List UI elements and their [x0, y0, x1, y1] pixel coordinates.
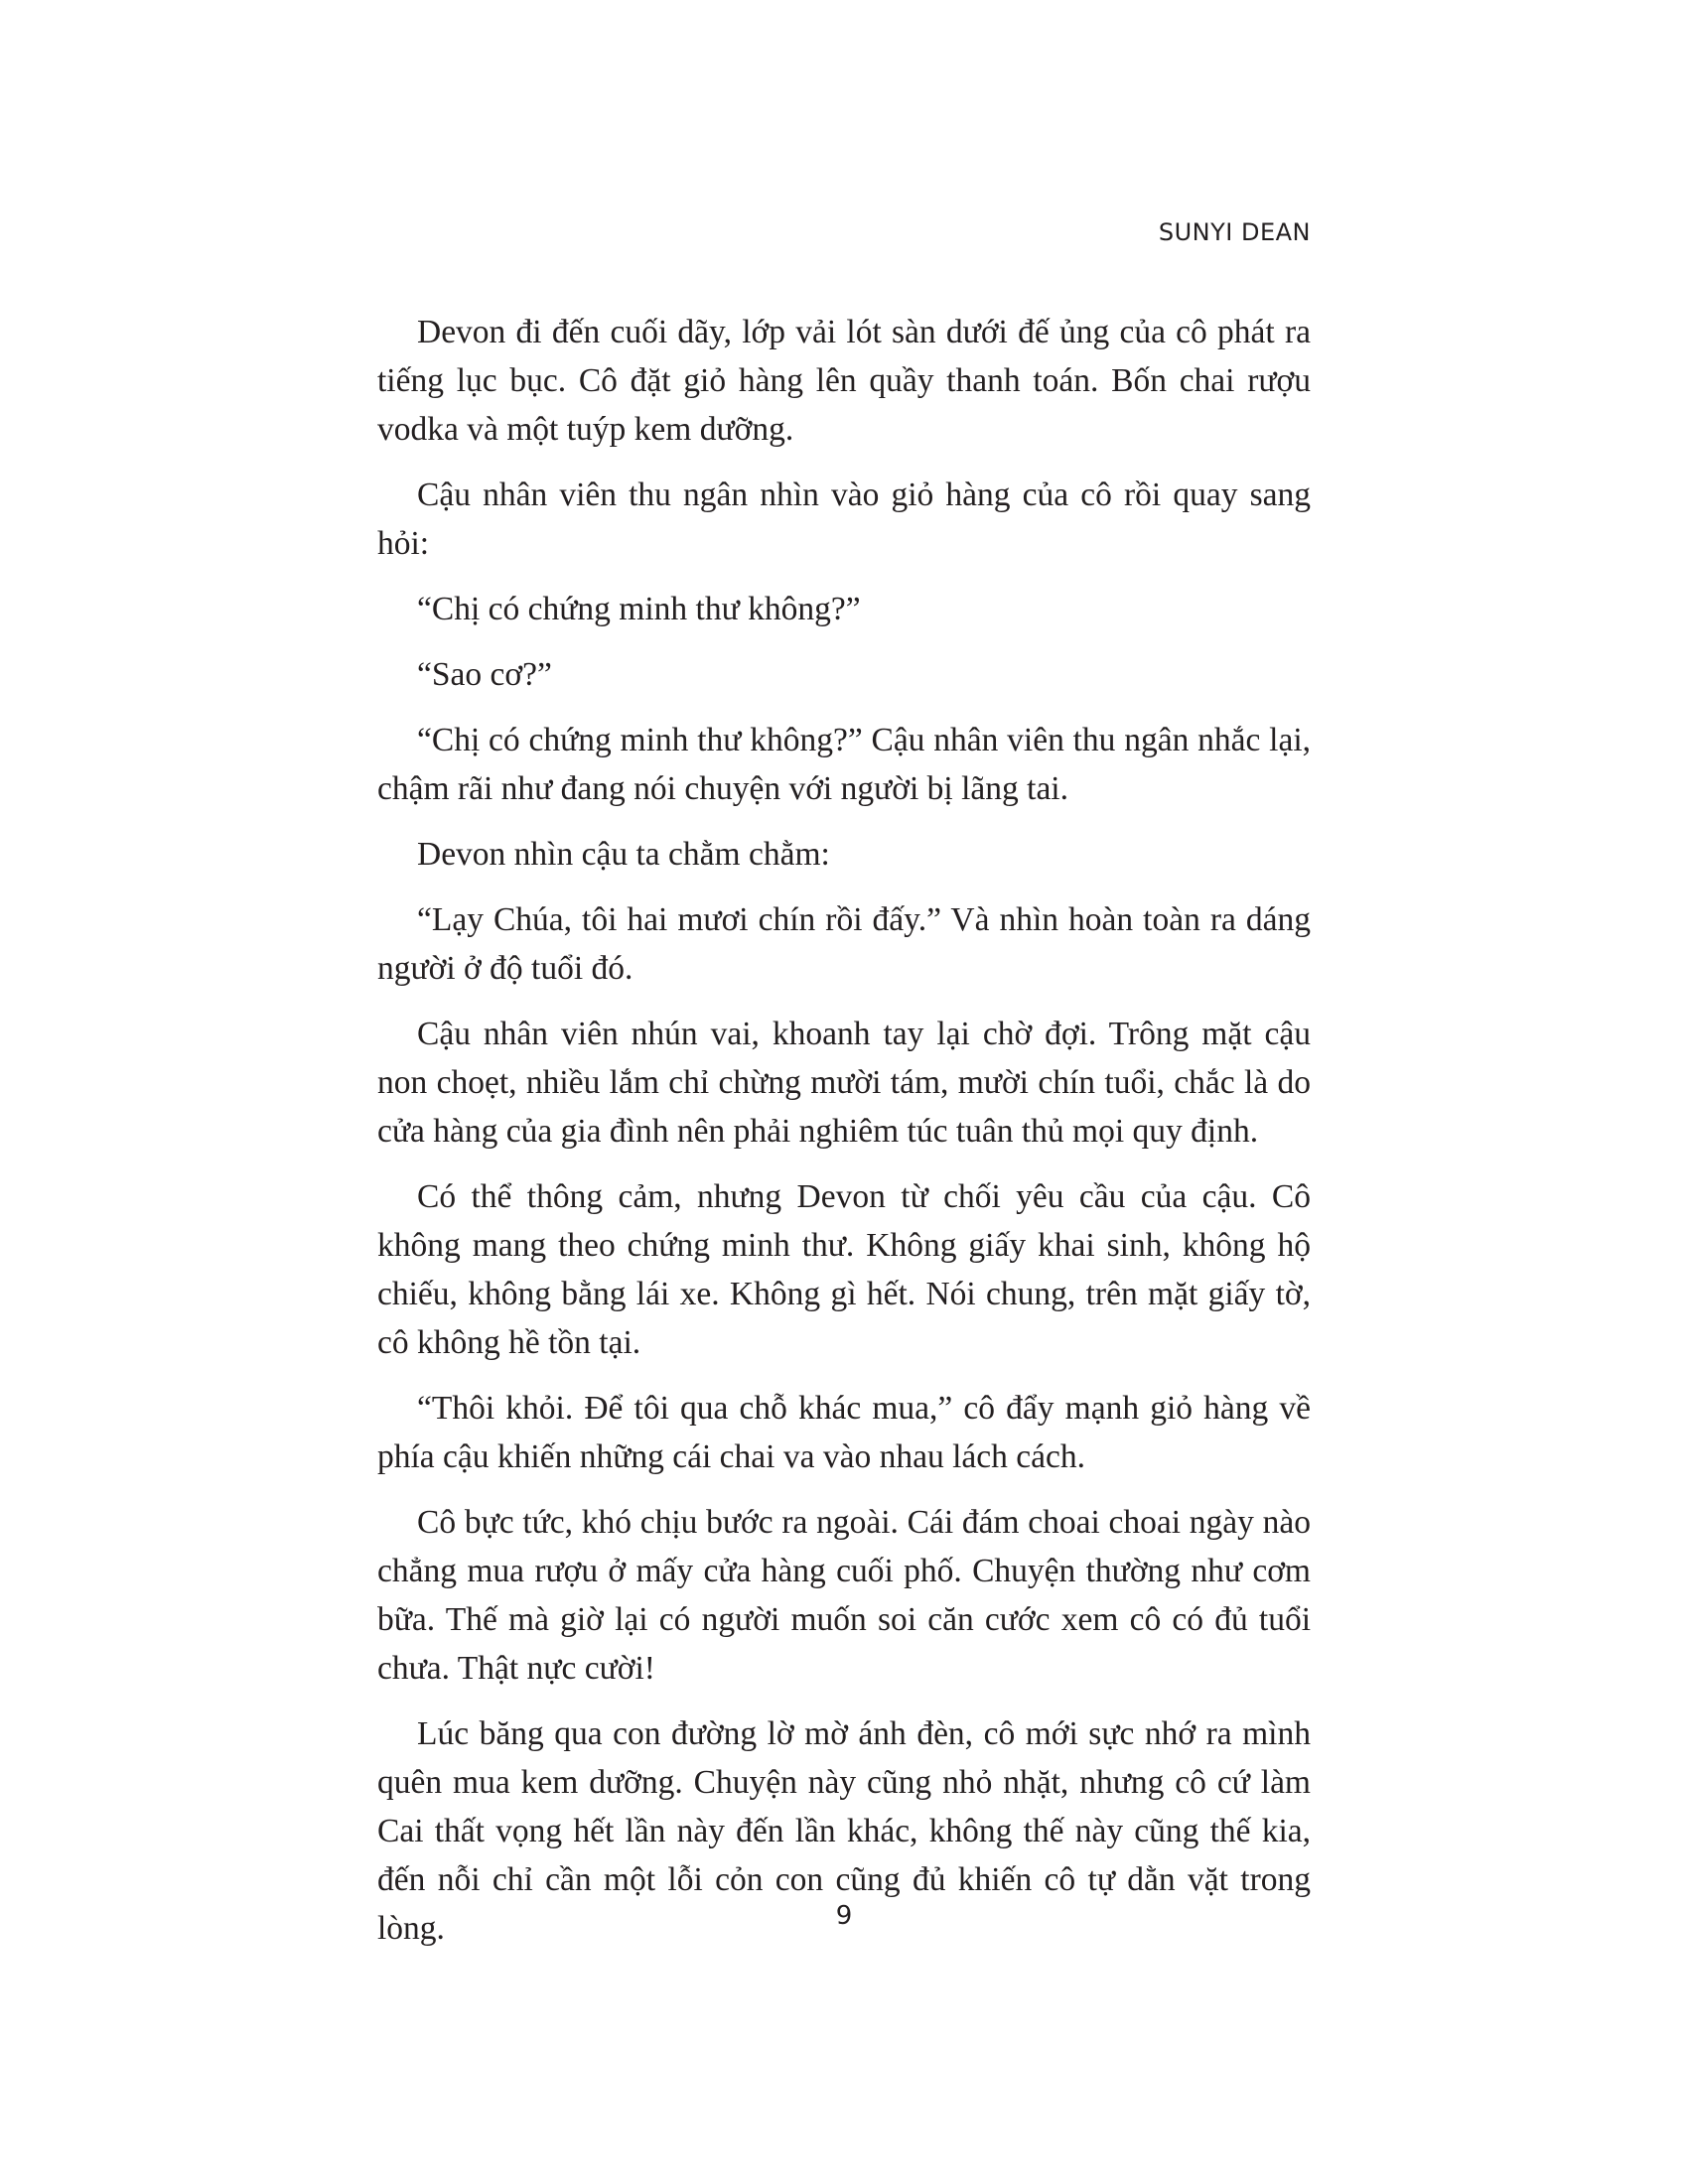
paragraph: “Chị có chứng minh thư không?” Cậu nhân viên thu ngân nhắc lại, chậm rãi như đang nói chuyện với người bị lãng tai.: [377, 722, 1311, 807]
paragraph: “Lạy Chúa, tôi hai mươi chín rồi đấy.” Và nhìn hoàn toàn ra dáng người ở độ tuổi đó.: [377, 901, 1311, 987]
paragraph: “Sao cơ?”: [417, 656, 552, 693]
paragraph: “Chị có chứng minh thư không?”: [417, 591, 861, 627]
running-header-author: SUNYI DEAN: [1158, 218, 1311, 246]
paragraph: Cô bực tức, khó chịu bước ra ngoài. Cái đám choai choai ngày nào chẳng mua rượu ở mấy cửa hàng cuối phố. Chuyện thường như cơm bữa. Thế mà giờ lại có người muốn soi căn cước xem cô có đủ tuổi chưa. Thật nực cười!: [377, 1504, 1311, 1687]
page-number: 9: [835, 1901, 853, 1931]
paragraph: Cậu nhân viên thu ngân nhìn vào giỏ hàng của cô rồi quay sang hỏi:: [377, 477, 1311, 562]
paragraph: Có thể thông cảm, nhưng Devon từ chối yêu cầu của cậu. Cô không mang theo chứng minh thư. Không giấy khai sinh, không hộ chiếu, không bằng lái xe. Không gì hết. Nói chung, trên mặt giấy tờ, cô không hề tồn tại.: [377, 1178, 1311, 1361]
paragraph: “Thôi khỏi. Để tôi qua chỗ khác mua,” cô đẩy mạnh giỏ hàng về phía cậu khiến những cái chai va vào nhau lách cách.: [377, 1390, 1311, 1475]
paragraph: Devon đi đến cuối dãy, lớp vải lót sàn dưới đế ủng của cô phát ra tiếng lục bục. Cô đặt giỏ hàng lên quầy thanh toán. Bốn chai rượu vodka và một tuýp kem dưỡng.: [377, 314, 1311, 448]
body-text: [377, 308, 1311, 1970]
paragraph: Devon nhìn cậu ta chằm chằm:: [417, 836, 830, 873]
paragraph: Cậu nhân viên nhún vai, khoanh tay lại chờ đợi. Trông mặt cậu non choẹt, nhiều lắm chỉ chừng mười tám, mười chín tuổi, chắc là do cửa hàng của gia đình nên phải nghiêm túc tuân thủ mọi quy định.: [377, 1016, 1311, 1150]
paragraph: Lúc băng qua con đường lờ mờ ánh đèn, cô mới sực nhớ ra mình quên mua kem dưỡng. Chuyện này cũng nhỏ nhặt, nhưng cô cứ làm Cai thất vọng hết lần này đến lần khác, không thế này cũng thế kia, đến nỗi chỉ cần một lỗi cỏn con cũng đủ khiến cô tự dằn vặt trong lòng.: [377, 1715, 1311, 1947]
